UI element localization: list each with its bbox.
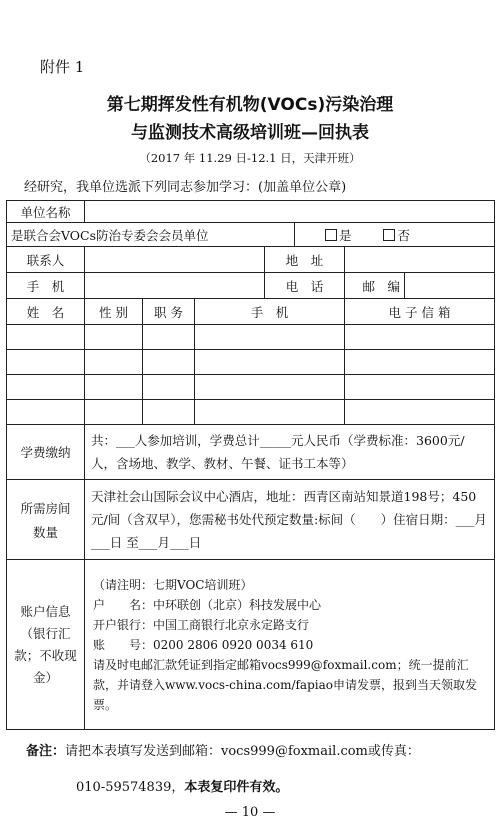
mobile-label: 手 机 [7, 273, 85, 299]
room-label [7, 480, 85, 560]
date-line: （2017 年 11.29 日-12.1 日，天津开班） [139, 151, 361, 165]
attendee-position-cell[interactable] [143, 375, 195, 400]
attendee-name-cell[interactable] [7, 375, 85, 400]
page-number: — 10 — [224, 805, 276, 820]
attendee-header-gender: 性 别 [85, 299, 143, 325]
note-text: 请把本表填写发送到邮箱：vocs999@foxmail.com或传真： [65, 744, 420, 759]
attendee-mobile-cell[interactable] [195, 325, 345, 350]
attendee-header-name: 姓 名 [7, 299, 85, 325]
room-label-line2: 数量 [32, 524, 58, 540]
account-note: 请及时电邮汇款凭证到指定邮箱vocs999@foxmail.com；统一提前汇款，并请登入www.vocs-china.com/fapiao申请发票，报到当天领取发票。 [93, 657, 477, 712]
unit-name-label: 单位名称 [7, 201, 85, 223]
attendee-name-cell[interactable] [7, 325, 85, 350]
room-label-line1: 所需房间 [20, 500, 71, 516]
address-label: 地 址 [265, 247, 345, 273]
address-field[interactable] [345, 247, 495, 273]
attendee-header-mobile: 手 机 [195, 299, 345, 325]
attendee-mobile-cell[interactable] [195, 400, 345, 425]
note-label: 备注： [26, 744, 66, 759]
attendee-header-position: 职 务 [143, 299, 195, 325]
intro-text: 经研究，我单位选派下列同志参加学习：(加盖单位公章) [24, 180, 347, 195]
fee-label: 学费缴纳 [7, 425, 85, 480]
member-choice [295, 223, 495, 247]
member-question: 是联合会VOCs防治专委会会员单位 [7, 223, 295, 247]
contact-label: 联系人 [7, 247, 85, 273]
account-holder: 户 名：中环联创（北京）科技发展中心 [93, 597, 322, 612]
attendee-name-cell[interactable] [7, 400, 85, 425]
form-title-line1: 第七期挥发性有机物(VOCs)污染治理 [106, 95, 394, 115]
attendee-gender-cell[interactable] [85, 350, 143, 375]
attachment-label: 附件 1 [40, 58, 85, 76]
note-line [26, 740, 420, 759]
yes-checkbox[interactable] [325, 229, 337, 241]
note-fax: 010-59574839， [76, 780, 185, 795]
attendee-header-email: 电 子 信 箱 [345, 299, 495, 325]
attendee-email-cell[interactable] [345, 325, 495, 350]
attendee-gender-cell[interactable] [85, 325, 143, 350]
attendee-row [7, 350, 495, 375]
attendee-gender-cell[interactable] [85, 400, 143, 425]
note-valid: 本表复印件有效。 [184, 780, 289, 795]
room-text: 天津社会山国际会议中心酒店，地址：西青区南站知景道198号；450元/间（含双早），您需秘书处代预定数量:标间（ ）住宿日期：___月___日 至___月___日 [85, 480, 495, 560]
account-number: 账 号：0200 2806 0920 0034 610 [93, 637, 314, 652]
attendee-email-cell[interactable] [345, 350, 495, 375]
attendee-row [7, 325, 495, 350]
note-line2 [76, 776, 288, 795]
mobile-field[interactable] [85, 273, 265, 299]
account-info [85, 560, 495, 730]
account-remark: （请注明：七期VOC培训班） [93, 577, 253, 592]
attendee-row [7, 375, 495, 400]
attendee-email-cell[interactable] [345, 400, 495, 425]
account-bank: 开户银行：中国工商银行北京永定路支行 [93, 617, 310, 632]
attendee-name-cell[interactable] [7, 350, 85, 375]
fee-text: 共：___人参加培训，学费总计_____元人民币（学费标准：3600元/人，含场地、教学、教材、午餐、证书工本等） [85, 425, 495, 480]
postcode-field[interactable] [405, 273, 495, 299]
attendee-mobile-cell[interactable] [195, 375, 345, 400]
no-label: 否 [397, 227, 410, 243]
attendee-position-cell[interactable] [143, 400, 195, 425]
no-checkbox[interactable] [383, 229, 395, 241]
unit-name-field[interactable] [85, 201, 495, 223]
attendee-email-cell[interactable] [345, 375, 495, 400]
attendee-position-cell[interactable] [143, 350, 195, 375]
attendee-row [7, 400, 495, 425]
attendee-gender-cell[interactable] [85, 375, 143, 400]
account-label: 账户信息（银行汇款；不收现金） [7, 560, 85, 730]
form-title-line2: 与监测技术高级培训班—回执表 [131, 123, 369, 143]
phone-field[interactable]: 邮 编 [345, 273, 405, 299]
registration-form [6, 200, 495, 730]
attendee-mobile-cell[interactable] [195, 350, 345, 375]
contact-field[interactable] [85, 247, 265, 273]
yes-label: 是 [339, 227, 352, 243]
phone-label: 电 话 [265, 273, 345, 299]
attendee-position-cell[interactable] [143, 325, 195, 350]
